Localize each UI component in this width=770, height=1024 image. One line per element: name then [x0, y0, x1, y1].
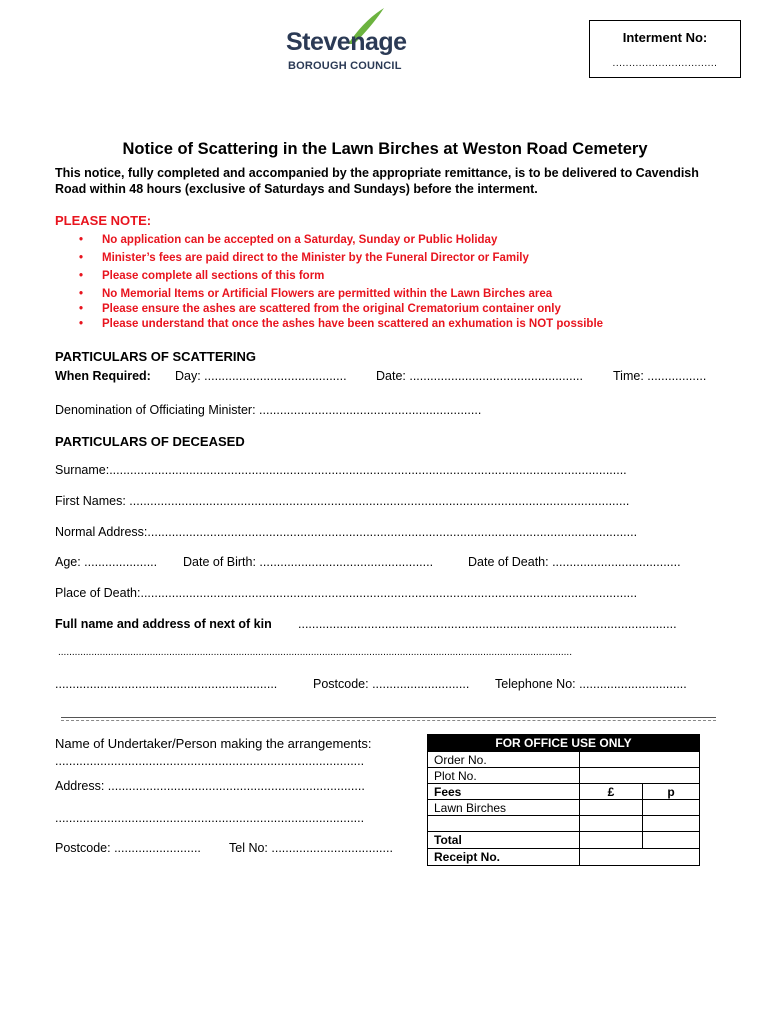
note-item	[55, 233, 735, 248]
kin-postcode-field[interactable]: Postcode: ............................	[313, 677, 470, 691]
note-text: No Memorial Items or Artificial Flowers are permitted within the Lawn Birches area	[102, 288, 553, 300]
date-field[interactable]: Date: ..................................................	[376, 369, 583, 383]
note-text: Minister’s fees are paid direct to the Minister by the Funeral Director or Family	[102, 252, 529, 264]
office-use-table	[427, 734, 700, 866]
receipt-no-label: Receipt No.	[428, 849, 580, 866]
blank-pounds-cell[interactable]	[580, 816, 643, 832]
undertaker-tel-field[interactable]: Tel No: ...................................	[229, 841, 393, 855]
order-no-label: Order No.	[428, 752, 580, 768]
date-of-birth-field[interactable]: Date of Birth: ..................................................	[183, 555, 434, 569]
total-pounds-cell[interactable]	[580, 832, 643, 849]
lawn-birches-label: Lawn Birches	[428, 800, 580, 816]
scattering-heading: PARTICULARS OF SCATTERING	[55, 349, 257, 364]
council-logo	[280, 6, 430, 80]
total-label: Total	[428, 832, 580, 849]
kin-telephone-field[interactable]: Telephone No: ...............................	[495, 677, 687, 691]
total-pence-cell[interactable]	[643, 832, 700, 849]
next-of-kin-field[interactable]: .............................................................................................................	[298, 617, 677, 631]
note-item	[55, 269, 735, 284]
interment-field[interactable]: ................................	[612, 58, 718, 69]
logo-wordmark: Stevenage	[286, 28, 407, 56]
first-names-field[interactable]: First Names: ................................................................................................................................................	[55, 494, 630, 508]
bullet-icon: •	[79, 303, 84, 315]
intro-text: This notice, fully completed and accompanied by the appropriate remittance, is to be delivered to Cavendish Road within 48 hours (exclusive of Saturdays and Sundays) before the interment.	[55, 166, 699, 196]
pounds-header: £	[580, 784, 643, 800]
note-text: Please ensure the ashes are scattered from the original Crematorium container only	[102, 303, 561, 315]
note-item	[55, 287, 735, 302]
receipt-no-cell[interactable]	[580, 849, 700, 866]
bullet-icon: •	[79, 234, 84, 246]
next-of-kin-line-3[interactable]: ................................................................	[55, 677, 278, 691]
office-use-heading: FOR OFFICE USE ONLY	[428, 735, 700, 752]
pence-header: p	[643, 784, 700, 800]
next-of-kin-label: Full name and address of next of kin	[55, 617, 272, 631]
interment-label: Interment No:	[622, 30, 708, 45]
section-divider	[61, 717, 716, 718]
bullet-icon: •	[79, 252, 84, 264]
note-item	[55, 251, 735, 266]
normal-address-field[interactable]: Normal Address:.............................................................................................................................................	[55, 525, 638, 539]
bullet-icon: •	[79, 288, 84, 300]
logo-subtitle: BOROUGH COUNCIL	[288, 60, 402, 72]
undertaker-name-field[interactable]: .........................................................................................	[55, 754, 365, 768]
blank-label-cell	[428, 816, 580, 832]
plot-no-cell[interactable]	[580, 768, 700, 784]
when-required-label: When Required:	[55, 369, 151, 383]
day-field[interactable]: Day: .........................................	[175, 369, 347, 383]
time-field[interactable]: Time: .................	[613, 369, 707, 383]
please-note-list	[55, 233, 735, 332]
page-title: Notice of Scattering in the Lawn Birches at Weston Road Cemetery	[122, 140, 648, 158]
undertaker-postcode-field[interactable]: Postcode: .........................	[55, 841, 201, 855]
undertaker-label: Name of Undertaker/Person making the arrangements:	[55, 736, 372, 751]
place-of-death-field[interactable]: Place of Death:...............................................................................................................................................	[55, 586, 638, 600]
lawn-birches-pounds-cell[interactable]	[580, 800, 643, 816]
next-of-kin-line-2[interactable]: .........................................................................................................................................................................................	[58, 647, 572, 658]
please-note-heading: PLEASE NOTE:	[55, 213, 152, 228]
date-of-death-field[interactable]: Date of Death: .....................................	[468, 555, 681, 569]
minister-field[interactable]: Denomination of Officiating Minister: ................................................................	[55, 403, 482, 417]
fees-label: Fees	[428, 784, 580, 800]
age-field[interactable]: Age: .....................	[55, 555, 158, 569]
surname-field[interactable]: Surname:.....................................................................................................................................................	[55, 463, 627, 477]
bullet-icon: •	[79, 270, 84, 282]
undertaker-address-field[interactable]: Address: ..........................................................................	[55, 779, 365, 793]
interment-number-box[interactable]	[589, 20, 741, 78]
note-item	[55, 317, 735, 332]
note-item	[55, 302, 735, 317]
section-divider-dashed	[61, 720, 716, 721]
blank-pence-cell[interactable]	[643, 816, 700, 832]
order-no-cell[interactable]	[580, 752, 700, 768]
note-text: Please complete all sections of this form	[102, 270, 325, 282]
undertaker-address-line-2[interactable]: .........................................................................................	[55, 811, 365, 825]
lawn-birches-pence-cell[interactable]	[643, 800, 700, 816]
note-text: No application can be accepted on a Saturday, Sunday or Public Holiday	[102, 234, 498, 246]
plot-no-label: Plot No.	[428, 768, 580, 784]
note-text: Please understand that once the ashes have been scattered an exhumation is NOT possible	[102, 318, 604, 330]
deceased-heading: PARTICULARS OF DECEASED	[55, 434, 245, 449]
bullet-icon: •	[79, 318, 84, 330]
